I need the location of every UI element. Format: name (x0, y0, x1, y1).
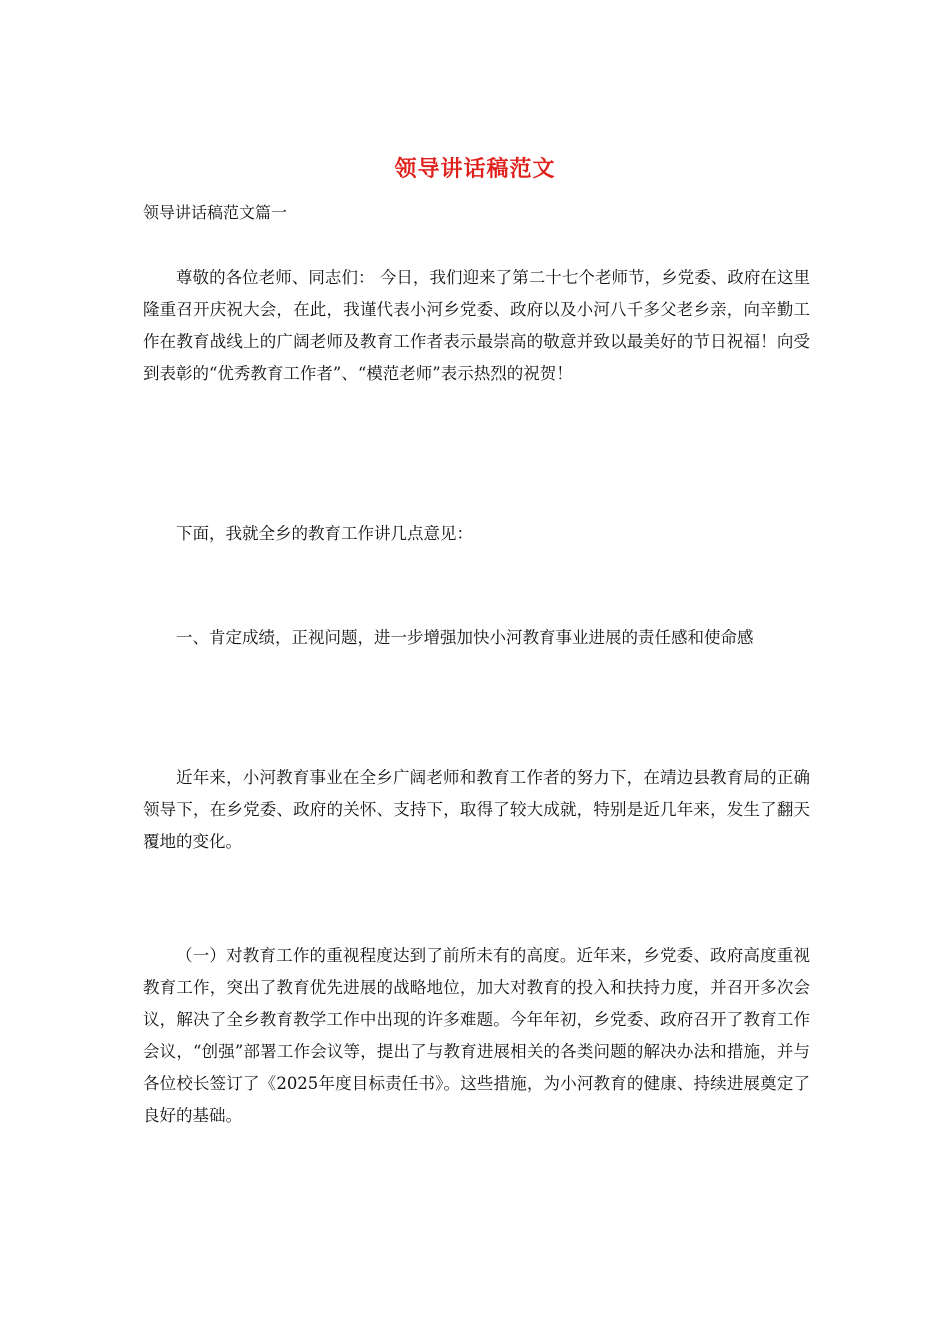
document-title: 领导讲话稿范文 (394, 156, 556, 182)
paragraph-intro: 下面，我就全乡的教育工作讲几点意见： (176, 524, 473, 543)
paragraph-section-heading: 一、肯定成绩，正视问题，进一步增强加快小河教育事业进展的责任感和使命感 (176, 628, 754, 647)
paragraph-greeting: 尊敬的各位老师、同志们： 今日，我们迎来了第二十七个老师节，乡党委、政府在这里隆重召开庆祝大会，在此，我谨代表小河乡党委、政府以及小河八千多父老乡亲，向辛勤工作在教育战线上的广阔老师及教育工作者表示最崇高的敬意并致以最美好的节日祝福！向受到表彰的“优秀教育工作者”、“模范老师”表示热烈的祝贺！ (143, 268, 810, 383)
document-subtitle: 领导讲话稿范文篇一 (143, 203, 288, 222)
paragraph-achievements: 近年来，小河教育事业在全乡广阔老师和教育工作者的努力下，在靖边县教育局的正确领导下，在乡党委、政府的关怀、支持下，取得了较大成就，特别是近几年来，发生了翻天覆地的变化。 (143, 768, 810, 851)
paragraph-point-one: （一）对教育工作的重视程度达到了前所未有的高度。近年来，乡党委、政府高度重视教育工作，突出了教育优先进展的战略地位，加大对教育的投入和扶持力度，并召开多次会议，解决了全乡教育教学工作中出现的许多难题。今年年初，乡党委、政府召开了教育工作会议，“创强”部署工作会议等，提出了与教育进展相关的各类问题的解决办法和措施，并与各位校长签订了《2025年度目标责任书》。这些措施，为小河教育的健康、持续进展奠定了良好的基础。 (143, 946, 810, 1125)
